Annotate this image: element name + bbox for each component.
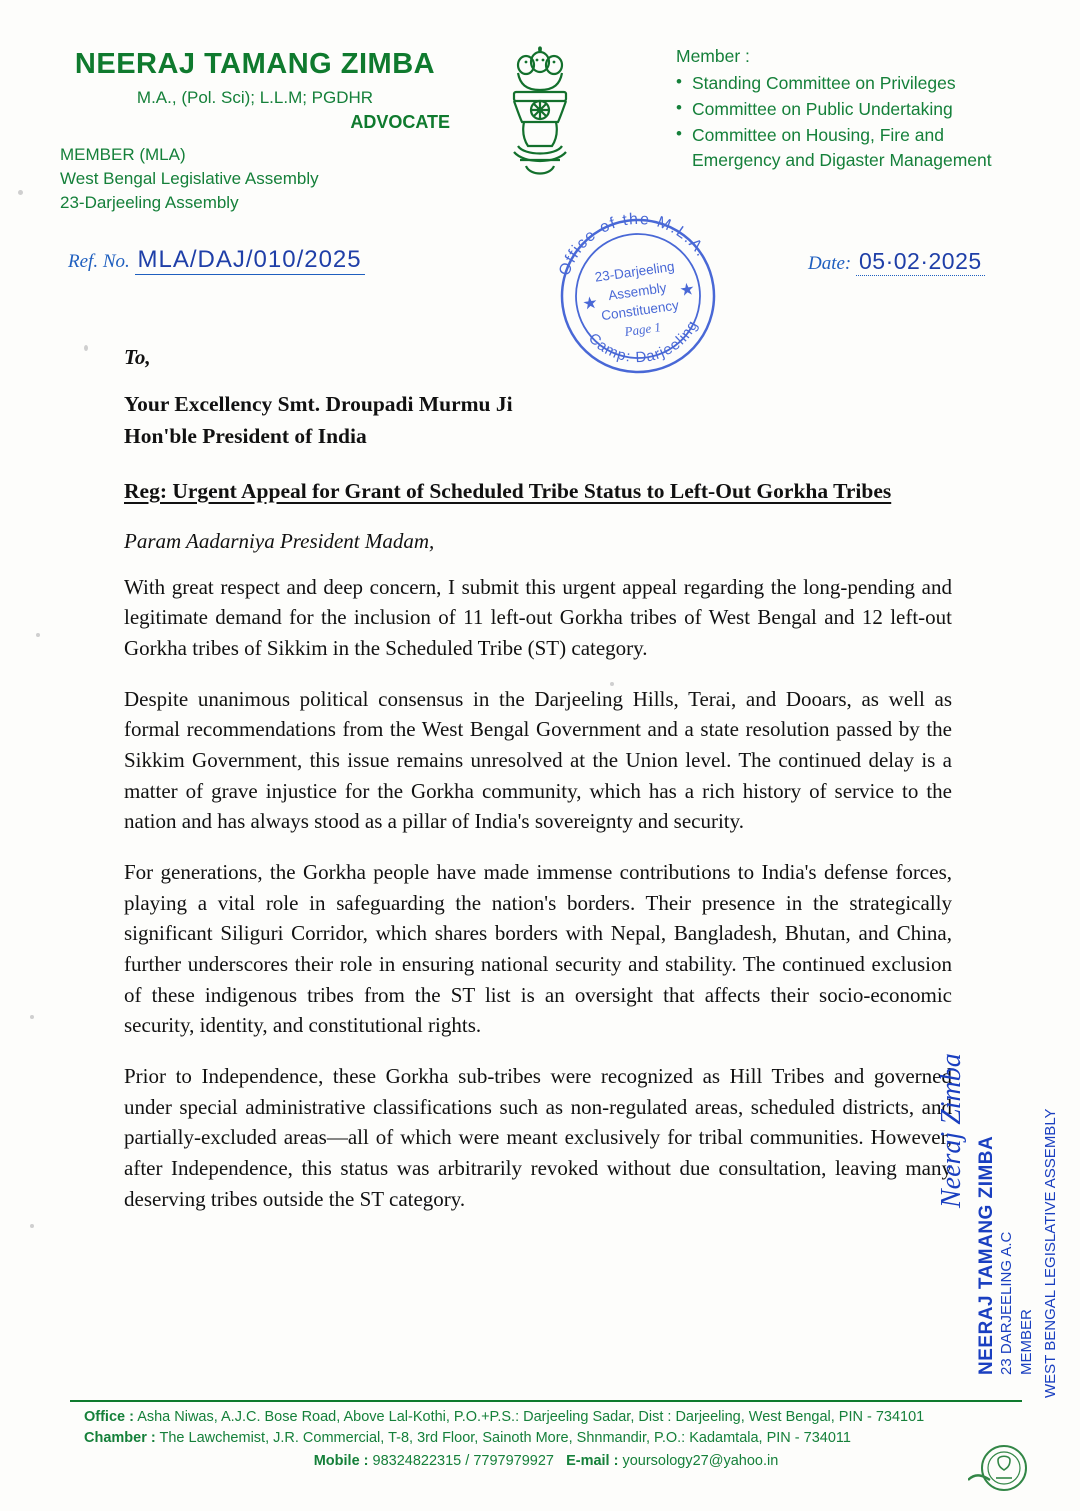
handwritten-signature: Neeraj Zimba: [936, 1053, 967, 1208]
footer-office-value: Asha Niwas, A.J.C. Bose Road, Above Lal-Kothi, P.O.+P.S.: Darjeeling Sadar, Dist : Darjeeling, West Bengal, PIN - 734101: [137, 1409, 925, 1425]
letterhead-designation: ADVOCATE: [350, 112, 450, 132]
letterhead-member-line-1: MEMBER (MLA): [60, 145, 186, 164]
seal-line-2: Assembly: [607, 279, 668, 303]
footer-email-value: yoursology27@yahoo.in: [622, 1453, 779, 1469]
footer-email-label: E-mail :: [566, 1453, 619, 1469]
letterhead-name: NEERAJ TAMANG ZIMBA: [74, 48, 436, 80]
subject-line: Reg: Urgent Appeal for Grant of Scheduled Tribe Status to Left-Out Gorkha Tribes: [124, 478, 892, 503]
footer-office-label: Office :: [84, 1409, 134, 1425]
committee-item-continuation: Emergency and Digaster Management: [692, 150, 992, 171]
footer-divider: [70, 1400, 1022, 1402]
date-label: Date:: [808, 253, 852, 274]
signature-assembly: WEST BENGAL LEGISLATIVE ASSEMBLY: [1042, 1108, 1059, 1398]
svg-text:Camp: Darjeeling: Camp: Darjeeling: [584, 317, 702, 367]
reference-line: [68, 246, 365, 274]
letterhead-member-line-2: West Bengal Legislative Assembly: [60, 169, 319, 189]
paper-speck: [36, 633, 40, 637]
committee-item: • Committee on Housing, Fire and: [676, 123, 992, 148]
footer-mobile-label: Mobile :: [313, 1453, 369, 1469]
letterhead-member-block: [60, 143, 319, 215]
letter-body: [124, 345, 952, 1234]
reference-number: MLA/DAJ/010/2025: [135, 246, 365, 275]
body-paragraph: Prior to Independence, these Gorkha sub-tribes were recognized as Hill Tribes and governed under special administrative classifications such as non-regulated areas, scheduled districts, and partially-excluded areas—all of which were meant exclusively for tribal communities. However, after Independence, this status was arbitrarily revoked without due consultation, leaving many deserving tribes outside the ST category.: [124, 1063, 952, 1211]
seal-line-1: 23-Darjeeling: [593, 258, 676, 285]
footer-contact-line: [70, 1450, 1022, 1472]
signature-role: MEMBER: [1018, 1309, 1035, 1375]
addressee-line-2: Hon'ble President of India: [124, 424, 367, 449]
footer-chamber-label: Chamber :: [84, 1430, 156, 1446]
seal-line-3: Constituency: [600, 297, 680, 324]
svg-text:Office of the M.L.A.: Office of the M.L.A.: [556, 210, 711, 279]
committee-item: • Standing Committee on Privileges: [676, 71, 992, 96]
paper-speck: [84, 345, 88, 351]
reference-label: Ref. No.: [68, 251, 130, 272]
salutation: Param Aadarniya President Madam,: [124, 528, 435, 553]
letterhead-member-line-3: 23-Darjeeling Assembly: [60, 193, 239, 213]
footer-mobile-value: 98324822315 / 7797979927: [372, 1453, 554, 1469]
committees-heading: Member :: [676, 46, 750, 66]
paper-speck: [30, 1224, 34, 1228]
footer-office-line: [70, 1406, 1036, 1428]
letterhead: [0, 38, 1080, 213]
svg-text:★: ★: [678, 279, 697, 301]
national-emblem-icon: [490, 40, 590, 190]
body-paragraph: Despite unanimous political consensus in the Darjeeling Hills, Terai, and Dooars, as well as formal recommendations from the West Bengal Government and a state resolution passed by the Sikkim Government, this issue remains unresolved at the Union level. The continued delay is a matter of grave injustice for the Gorkha community, which has a rich history of service to the nation and has always stood as a pillar of India's sovereignty and security.: [124, 686, 952, 834]
letterhead-committees: [676, 44, 992, 173]
footer-chamber-line: [70, 1427, 1036, 1449]
body-paragraph: For generations, the Gorkha people have made immense contributions to India's defense forces, playing a vital role in safeguarding the nation's borders. Their presence in the strategically significant Siliguri Corridor, which shares borders with Nepal, Bangladesh, Bhutan, and China, further underscores their role in ensuring national security and stability. The continued exclusion of these indigenous tribes from the ST list is an oversight that affects their socio-economic security, identity, and constitutional rights.: [124, 860, 952, 1038]
body-paragraph: With great respect and deep concern, I submit this urgent appeal regarding the long-pending and legitimate demand for the inclusion of 11 left-out Gorkha tribes of West Bengal and 12 left-out Gorkha tribes of Sikkim in the Scheduled Tribe (ST) category.: [124, 574, 952, 661]
committees-list: [676, 71, 992, 148]
svg-text:★: ★: [581, 292, 600, 314]
date-value: 05·02·2025: [856, 248, 985, 276]
addressee-line-1: Your Excellency Smt. Droupadi Murmu Ji: [124, 392, 513, 416]
signature-constituency: 23 DARJEELING A.C: [998, 1231, 1015, 1375]
signature-block: [930, 1053, 1060, 1410]
addressee-block: [124, 388, 952, 453]
letterhead-qualifications: M.A., (Pol. Sci); L.L.M; PGDHR: [136, 88, 374, 107]
footer-chamber-value: The Lawchemist, J.R. Commercial, T-8, 3rd Floor, Sainoth More, Shnmandir, P.O.: Kadamtala, PIN - 734011: [159, 1430, 851, 1446]
signature-name: NEERAJ TAMANG ZIMBA: [976, 1135, 997, 1375]
committee-item: • Committee on Public Undertaking: [676, 97, 992, 122]
to-label: To,: [124, 345, 151, 369]
date-line: [808, 248, 985, 275]
paper-speck: [30, 1015, 34, 1019]
seal-page-number: Page 1: [623, 318, 662, 339]
